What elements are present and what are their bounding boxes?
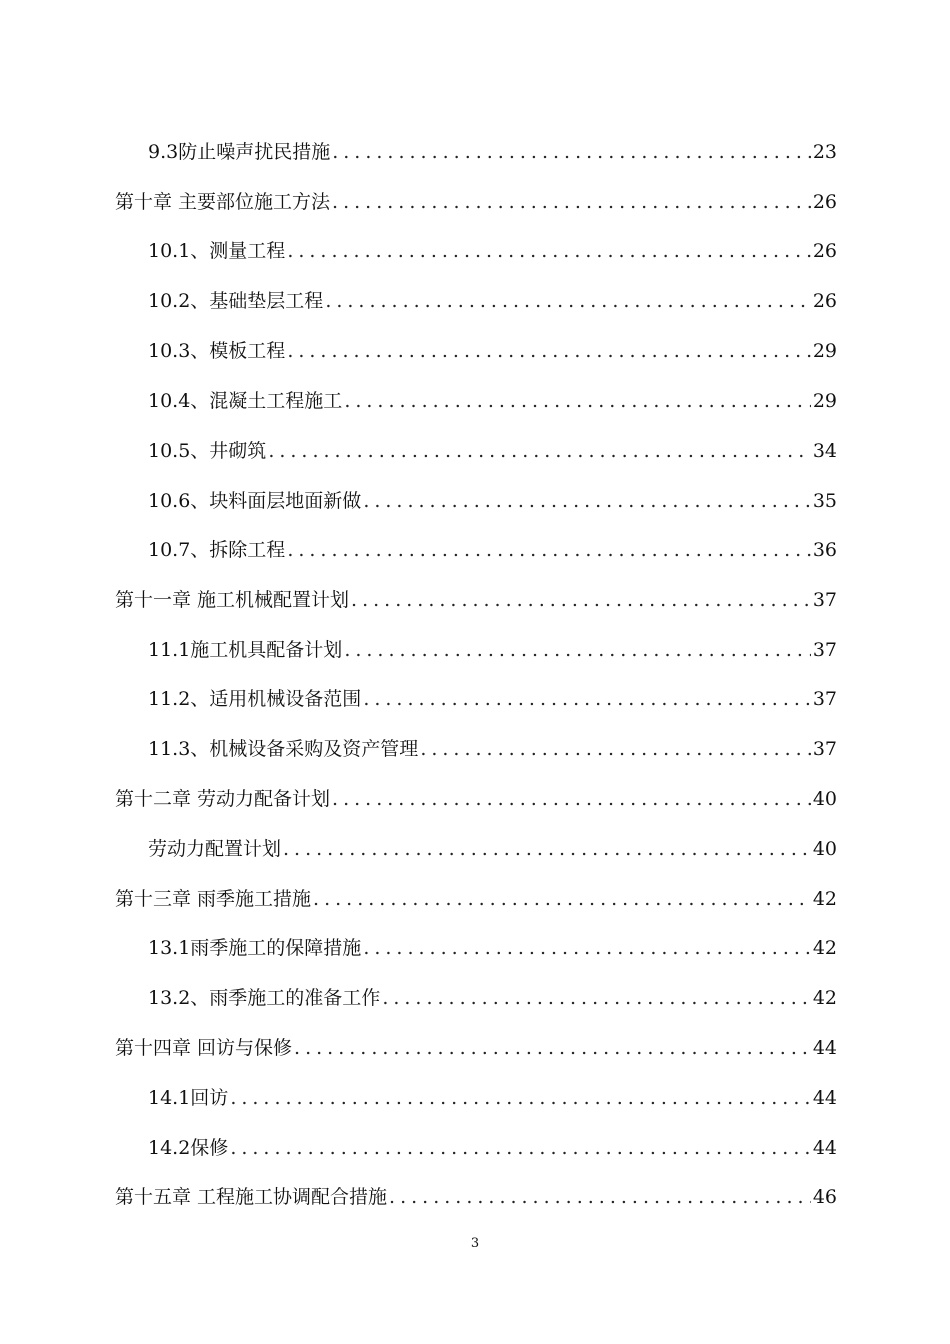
toc-entry[interactable]	[148, 734, 837, 764]
toc-entry-page: 26	[812, 240, 837, 262]
dot-leader	[287, 236, 811, 266]
toc-entry[interactable]	[148, 933, 837, 963]
dot-leader	[313, 884, 811, 914]
dot-leader	[344, 386, 811, 416]
toc-entry-page: 44	[812, 1137, 837, 1159]
dot-leader	[363, 486, 811, 516]
toc-entry-title: 10.1、测量工程	[148, 240, 286, 262]
toc-entry[interactable]	[115, 884, 837, 914]
dot-leader	[283, 834, 811, 864]
toc-entry-title: 第十五章 工程施工协调配合措施	[115, 1186, 388, 1208]
toc-entry-page: 37	[812, 688, 837, 710]
toc-entry[interactable]	[148, 684, 837, 714]
dot-leader	[351, 585, 811, 615]
toc-entry-title: 10.7、拆除工程	[148, 539, 286, 561]
toc-entry-page: 26	[812, 191, 837, 213]
toc-entry-page: 46	[812, 1186, 837, 1208]
toc-entry-title: 9.3防止噪声扰民措施	[148, 141, 331, 163]
toc-entry[interactable]	[115, 585, 837, 615]
toc-entry-page: 23	[812, 141, 837, 163]
toc-entry-page: 40	[812, 788, 837, 810]
toc-entry[interactable]	[115, 784, 837, 814]
toc-entry-page: 37	[812, 738, 837, 760]
toc-entry-title: 11.3、机械设备采购及资产管理	[148, 738, 419, 760]
toc-entry[interactable]	[148, 635, 837, 665]
toc-entry-title: 10.2、基础垫层工程	[148, 290, 324, 312]
toc-entry[interactable]	[148, 137, 837, 167]
toc-entry[interactable]	[148, 983, 837, 1013]
toc-entry-title: 第十三章 雨季施工措施	[115, 888, 312, 910]
toc-entry-page: 40	[812, 838, 837, 860]
dot-leader	[287, 336, 811, 366]
toc-entry-page: 29	[812, 340, 837, 362]
toc-entry-title: 第十四章 回访与保修	[115, 1037, 293, 1059]
toc-entry[interactable]	[115, 187, 837, 217]
toc-entry-page: 44	[812, 1037, 837, 1059]
toc-entry[interactable]	[148, 1083, 837, 1113]
toc-entry-title: 13.2、雨季施工的准备工作	[148, 987, 381, 1009]
dot-leader	[389, 1182, 811, 1212]
toc-entry-page: 26	[812, 290, 837, 312]
toc-entry-title: 11.2、适用机械设备范围	[148, 688, 362, 710]
toc-entry-page: 34	[812, 440, 837, 462]
toc-entry-title: 10.6、块料面层地面新做	[148, 490, 362, 512]
dot-leader	[363, 933, 811, 963]
dot-leader	[230, 1133, 811, 1163]
toc-entry[interactable]	[148, 386, 837, 416]
toc-entry-title: 10.5、井砌筑	[148, 440, 267, 462]
toc-entry-title: 11.1施工机具配备计划	[148, 639, 343, 661]
page-number: 3	[470, 1236, 480, 1251]
toc-entry-page: 35	[812, 490, 837, 512]
dot-leader	[420, 734, 811, 764]
toc-entry[interactable]	[148, 834, 837, 864]
toc-entry[interactable]	[148, 286, 837, 316]
toc-entry-title: 13.1雨季施工的保障措施	[148, 937, 362, 959]
toc-entry[interactable]	[148, 436, 837, 466]
dot-leader	[332, 137, 811, 167]
toc-entry-title: 14.1回访	[148, 1087, 229, 1109]
dot-leader	[230, 1083, 811, 1113]
toc-entry-title: 10.4、混凝土工程施工	[148, 390, 343, 412]
toc-entry[interactable]	[148, 336, 837, 366]
dot-leader	[332, 784, 811, 814]
toc-entry-page: 29	[812, 390, 837, 412]
toc-entry-title: 第十二章 劳动力配备计划	[115, 788, 331, 810]
toc-entry-page: 42	[812, 987, 837, 1009]
toc-entry-title: 劳动力配置计划	[148, 838, 282, 860]
toc-entry[interactable]	[115, 1033, 837, 1063]
toc-entry-page: 44	[812, 1087, 837, 1109]
dot-leader	[325, 286, 811, 316]
toc-entry[interactable]	[148, 236, 837, 266]
toc-entry-page: 42	[812, 937, 837, 959]
dot-leader	[287, 535, 811, 565]
toc-entry-page: 42	[812, 888, 837, 910]
dot-leader	[363, 684, 811, 714]
toc-entry[interactable]	[115, 1182, 837, 1212]
dot-leader	[294, 1033, 811, 1063]
toc-entry-title: 第十一章 施工机械配置计划	[115, 589, 350, 611]
toc-entry[interactable]	[148, 486, 837, 516]
dot-leader	[268, 436, 811, 466]
toc-entry-page: 37	[812, 589, 837, 611]
toc-entry-title: 14.2保修	[148, 1137, 229, 1159]
toc-entry-page: 36	[812, 539, 837, 561]
dot-leader	[332, 187, 811, 217]
toc-entry-page: 37	[812, 639, 837, 661]
toc-entry-title: 10.3、模板工程	[148, 340, 286, 362]
toc-entry[interactable]	[148, 535, 837, 565]
toc-entry[interactable]	[148, 1133, 837, 1163]
dot-leader	[382, 983, 811, 1013]
toc-entry-title: 第十章 主要部位施工方法	[115, 191, 331, 213]
dot-leader	[344, 635, 811, 665]
